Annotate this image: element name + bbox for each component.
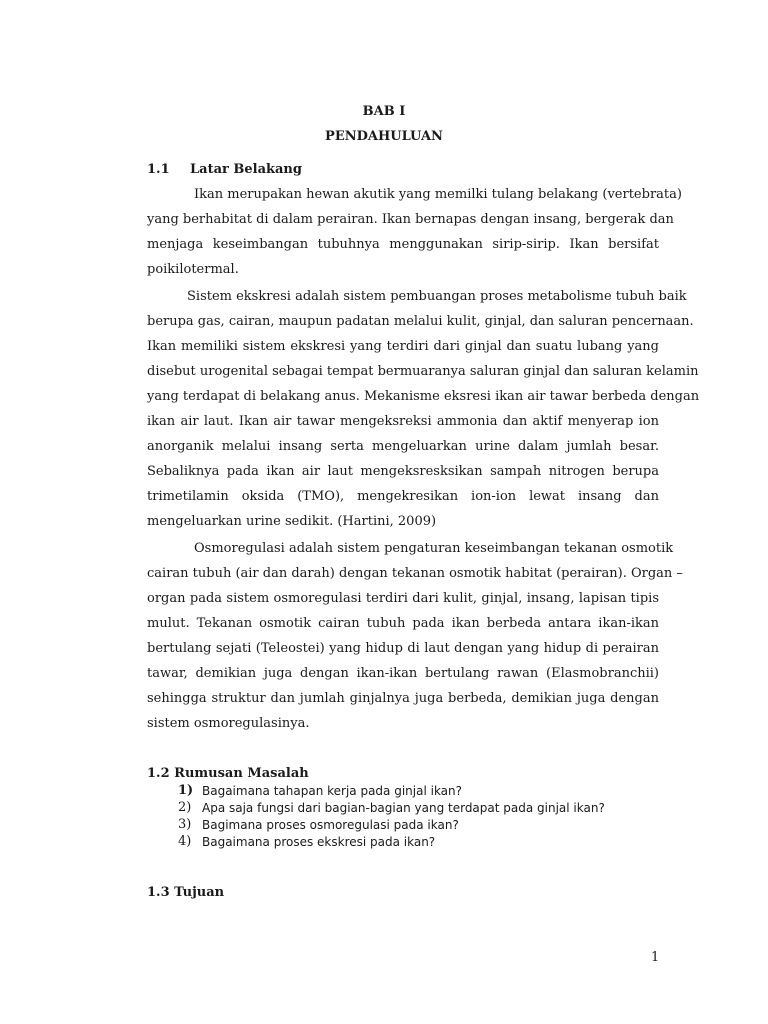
paragraph-1-line: Ikan merupakan hewan akutik yang memilki tulang belakang (vertebrata)	[194, 187, 682, 202]
section-1-3-title: 1.3 Tujuan	[147, 885, 225, 900]
paragraph-3-line: Osmoregulasi adalah sistem pengaturan keseimbangan tekanan osmotik	[194, 541, 674, 556]
paragraph-2-line: Sistem ekskresi adalah sistem pembuangan proses metabolisme tubuh baik	[187, 289, 687, 304]
paragraph-3-line: mulut. Tekanan osmotik cairan tubuh pada ikan berbeda antara ikan-ikan	[147, 616, 659, 631]
paragraph-2-line: yang terdapat di belakang anus. Mekanisme eksresi ikan air tawar berbeda dengan	[147, 389, 700, 404]
paragraph-1-line: menjaga keseimbangan tubuhnya menggunakan sirip-sirip. Ikan bersifat	[147, 237, 659, 252]
paragraph-3-line: tawar, demikian juga dengan ikan-ikan bertulang rawan (Elasmobranchii)	[147, 666, 659, 681]
chapter-number: BAB I	[362, 104, 406, 119]
list-item-number: 1)	[178, 783, 194, 798]
list-item-number: 4)	[178, 834, 192, 849]
paragraph-3-line: sehingga struktur dan jumlah ginjalnya juga berbeda, demikian juga dengan	[147, 691, 659, 706]
paragraph-2-line: anorganik melalui insang serta mengeluarkan urine dalam jumlah besar.	[147, 439, 659, 454]
chapter-title: PENDAHULUAN	[325, 129, 443, 144]
list-item: Bagimana proses osmoregulasi pada ikan?	[202, 818, 459, 832]
section-1-1-number: 1.1	[147, 162, 170, 177]
section-1-1-title: Latar Belakang	[190, 162, 302, 177]
paragraph-3-line: bertulang sejati (Teleostei) yang hidup di laut dengan yang hidup di perairan	[147, 641, 659, 656]
paragraph-2-line: trimetilamin oksida (TMO), mengekresikan ion-ion lewat insang dan	[147, 489, 659, 504]
page-number: 1	[651, 950, 660, 965]
paragraph-3-line: sistem osmoregulasinya.	[147, 716, 310, 731]
paragraph-2-line: mengeluarkan urine sedikit. (Hartini, 2009)	[147, 514, 437, 529]
paragraph-2-line: Sebaliknya pada ikan air laut mengeksresksikan sampah nitrogen berupa	[147, 464, 659, 479]
list-item: Bagaimana tahapan kerja pada ginjal ikan?	[202, 784, 463, 798]
list-item-number: 2)	[178, 800, 192, 815]
paragraph-2-line: Ikan memiliki sistem ekskresi yang terdiri dari ginjal dan suatu lubang yang	[147, 339, 659, 354]
paragraph-3-line: organ pada sistem osmoregulasi terdiri dari kulit, ginjal, insang, lapisan tipis	[147, 591, 659, 606]
paragraph-2-line: ikan air laut. Ikan air tawar mengeksreksi ammonia dan aktif menyerap ion	[147, 414, 659, 429]
paragraph-1-line: poikilotermal.	[147, 262, 239, 277]
paragraph-2-line: berupa gas, cairan, maupun padatan melalui kulit, ginjal, dan saluran pencernaan.	[147, 314, 694, 329]
list-item-number: 3)	[178, 817, 192, 832]
list-item: Bagaimana proses ekskresi pada ikan?	[202, 835, 436, 849]
paragraph-1-line: yang berhabitat di dalam perairan. Ikan bernapas dengan insang, bergerak dan	[147, 212, 674, 227]
paragraph-2-line: disebut urogenital sebagai tempat bermuaranya saluran ginjal dan saluran kelamin	[147, 364, 699, 379]
list-item: Apa saja fungsi dari bagian-bagian yang terdapat pada ginjal ikan?	[202, 801, 605, 815]
section-1-2-title: 1.2 Rumusan Masalah	[147, 766, 309, 781]
paragraph-3-line: cairan tubuh (air dan darah) dengan tekanan osmotik habitat (perairan). Organ –	[147, 566, 683, 581]
